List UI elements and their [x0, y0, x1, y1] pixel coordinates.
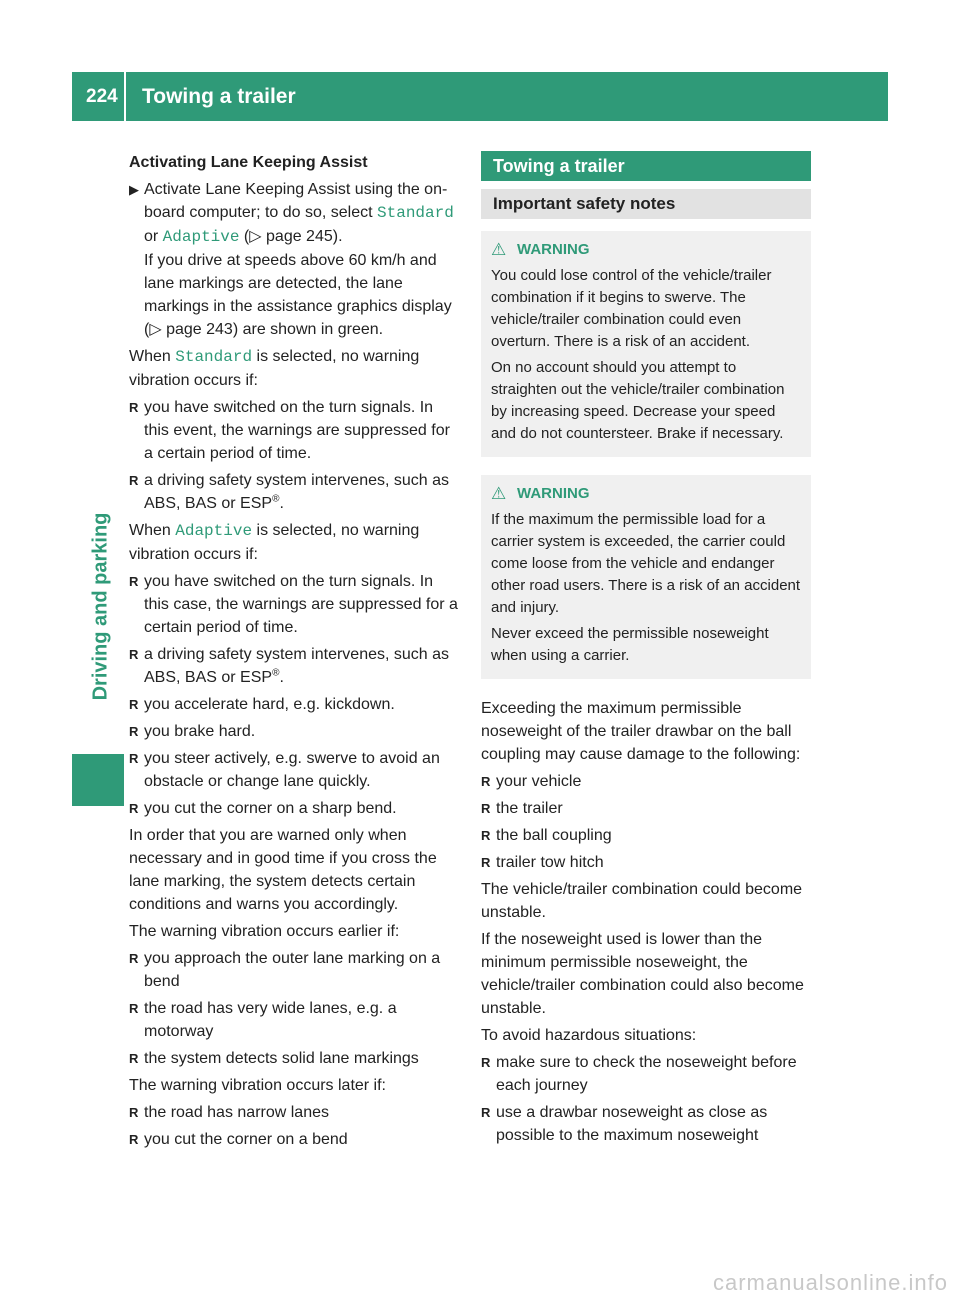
- list-item: R you cut the corner on a bend: [129, 1128, 460, 1151]
- bullet-icon: R: [481, 1105, 491, 1120]
- page-reference[interactable]: page 245).: [266, 228, 343, 245]
- step-marker-icon: ▶: [129, 182, 139, 197]
- bullet-icon: R: [481, 1055, 491, 1070]
- list-item: R the ball coupling: [481, 824, 811, 847]
- right-column: [481, 151, 811, 1151]
- list-item: R a driving safety system intervenes, such as ABS, BAS or ESP®.: [129, 643, 460, 689]
- section-side-label: Driving and parking: [89, 512, 112, 700]
- list-item: R you cut the corner on a sharp bend.: [129, 797, 460, 820]
- bullet-icon: R: [129, 400, 139, 415]
- instruction-step: ▶ Activate Lane Keeping Assist using the on-board computer; to do so, select Standard or Adaptive (▷ page 245). If you drive at speeds above 60 km/h and lane markings are detected, the lane markings in the assistance graphics display (▷ page 243) are shown in green.: [129, 178, 460, 341]
- list-item: R your vehicle: [481, 770, 811, 793]
- bullet-icon: R: [481, 828, 491, 843]
- bullet-icon: R: [129, 951, 139, 966]
- warning-label: WARNING: [517, 485, 590, 502]
- bullet-icon: R: [129, 724, 139, 739]
- list-item: R you accelerate hard, e.g. kickdown.: [129, 693, 460, 716]
- unstable-paragraph: The vehicle/trailer combination could become unstable.: [481, 881, 803, 921]
- adaptive-keyword: Adaptive: [162, 228, 240, 246]
- section-title: Towing a trailer: [481, 151, 811, 181]
- list-item: R the trailer: [481, 797, 811, 820]
- warning-icon: ⚠: [491, 484, 507, 503]
- list-item: R make sure to check the noseweight before each journey: [481, 1051, 811, 1097]
- warning-box: ⚠ WARNING You could lose control of the vehicle/trailer combination if it begins to swerve. The vehicle/trailer combination could even overturn. There is a risk of an accident. On no account should you attempt to straighten out the vehicle/trailer combination by increasing speed. Decrease your speed and do not countersteer. Brake if necessary.: [481, 231, 811, 457]
- page-number: 224: [86, 85, 118, 107]
- list-item: R you steer actively, e.g. swerve to avoid an obstacle or change lane quickly.: [129, 747, 460, 793]
- list-item: R the system detects solid lane markings: [129, 1047, 460, 1070]
- page-reference[interactable]: page 243) are shown in green.: [166, 321, 384, 338]
- lane-keeping-heading: Activating Lane Keeping Assist: [129, 154, 368, 171]
- standard-keyword: Standard: [377, 204, 454, 222]
- list-item: R the road has narrow lanes: [129, 1101, 460, 1124]
- page-ref-icon: ▷: [149, 321, 167, 338]
- list-item: R the road has very wide lanes, e.g. a motorway: [129, 997, 460, 1043]
- list-item: R you brake hard.: [129, 720, 460, 743]
- bullet-icon: R: [129, 1132, 139, 1147]
- side-tab-marker: [72, 754, 124, 806]
- warning-box: ⚠ WARNING If the maximum the permissible load for a carrier system is exceeded, the carrier could come loose from the vehicle and endanger other road users. There is a risk of an accident and injury. Never exceed the permissible noseweight when using a carrier.: [481, 475, 811, 679]
- bullet-icon: R: [129, 801, 139, 816]
- bullet-icon: R: [481, 774, 491, 789]
- bullet-icon: R: [481, 855, 491, 870]
- later-intro: The warning vibration occurs later if:: [129, 1077, 386, 1094]
- warning-icon: ⚠: [491, 240, 507, 259]
- earlier-intro: The warning vibration occurs earlier if:: [129, 923, 400, 940]
- page-ref-icon: ▷: [249, 228, 267, 245]
- noseweight-paragraph: If the noseweight used is lower than the minimum permissible noseweight, the vehicle/trailer combination could also become unstable.: [481, 931, 804, 1017]
- list-item: R you have switched on the turn signals. In this event, the warnings are suppressed for a certain period of time.: [129, 396, 460, 465]
- bullet-icon: R: [129, 751, 139, 766]
- warning-label: WARNING: [517, 241, 590, 258]
- watermark: carmanualsonline.info: [712, 1270, 948, 1295]
- subsection-title: Important safety notes: [481, 189, 811, 219]
- damage-paragraph: Exceeding the maximum permissible noseweight of the trailer drawbar on the ball coupling may cause damage to the following:: [481, 700, 801, 763]
- bullet-icon: R: [129, 1051, 139, 1066]
- bullet-icon: R: [129, 1001, 139, 1016]
- avoid-intro: To avoid hazardous situations:: [481, 1027, 697, 1044]
- adaptive-intro: When Adaptive is selected, no warning vibration occurs if:: [129, 522, 420, 563]
- page-title: Towing a trailer: [142, 84, 296, 108]
- detection-paragraph: In order that you are warned only when necessary and in good time if you cross the lane marking, the system detects certain conditions and warns you accordingly.: [129, 827, 437, 913]
- list-item: R you approach the outer lane marking on a bend: [129, 947, 460, 993]
- bullet-icon: R: [129, 1105, 139, 1120]
- bullet-icon: R: [129, 473, 139, 488]
- list-item: R you have switched on the turn signals. In this case, the warnings are suppressed for a certain period of time.: [129, 570, 460, 639]
- bullet-icon: R: [129, 697, 139, 712]
- standard-intro: When Standard is selected, no warning vibration occurs if:: [129, 348, 420, 389]
- bullet-icon: R: [129, 574, 139, 589]
- list-item: R use a drawbar noseweight as close as possible to the maximum noseweight: [481, 1101, 811, 1147]
- page-header: [72, 72, 888, 121]
- left-column: [129, 151, 460, 1155]
- list-item: R a driving safety system intervenes, such as ABS, BAS or ESP®.: [129, 469, 460, 515]
- bullet-icon: R: [129, 647, 139, 662]
- bullet-icon: R: [481, 801, 491, 816]
- list-item: R trailer tow hitch: [481, 851, 811, 874]
